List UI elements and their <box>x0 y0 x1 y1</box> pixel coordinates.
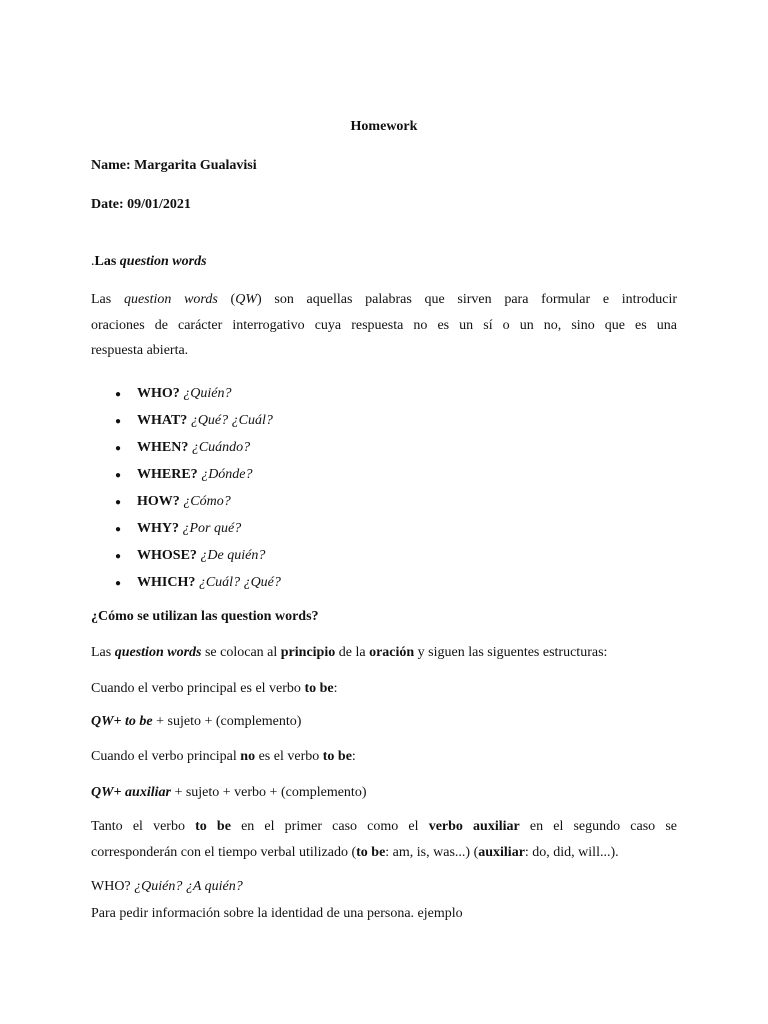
bullet: ● <box>115 470 122 481</box>
usage-text: se colocan al <box>201 645 281 660</box>
both-emphasis: to be <box>356 845 386 860</box>
both-emphasis: verbo auxiliar <box>428 819 520 834</box>
both-text: : do, did, will...). <box>524 845 619 860</box>
qw-word: WHY? <box>137 521 179 536</box>
both-text: Tanto el verbo <box>91 819 196 834</box>
list-item <box>115 548 266 565</box>
bullet: ● <box>115 524 122 535</box>
heading-las: Las <box>94 254 120 269</box>
homework-date: Date: 09/01/2021 <box>91 197 191 212</box>
formula-term: to be <box>125 714 153 729</box>
usage-text: y siguen las siguentes estructuras: <box>414 645 608 660</box>
both-text: en el segundo caso se <box>519 819 677 834</box>
heading-dot: . <box>91 254 95 269</box>
formula-plus: + <box>113 714 126 729</box>
who-heading <box>91 879 677 896</box>
both-text: corresponderán con el tiempo verbal utilizado ( <box>91 845 357 860</box>
bullet: ● <box>115 497 122 508</box>
usage-heading: ¿Cómo se utilizan las question words? <box>91 609 319 624</box>
qw-word: WHICH? <box>137 575 196 590</box>
list-item <box>115 521 242 538</box>
list-item <box>115 467 253 484</box>
document-title: Homework <box>350 119 418 134</box>
usage-text: Las <box>91 645 115 660</box>
qw-word: WHAT? <box>137 413 188 428</box>
bullet: ● <box>115 443 122 454</box>
both-emphasis: auxiliar <box>478 845 525 860</box>
intro-abbrev: QW <box>235 292 257 307</box>
qw-translation: ¿Por qué? <box>182 521 242 536</box>
both-line-2 <box>91 845 677 862</box>
case-text: Cuando el verbo principal <box>91 749 241 764</box>
qw-translation: ¿Cómo? <box>183 494 231 509</box>
formula-qw: QW <box>91 714 114 729</box>
list-item <box>115 413 273 430</box>
intro-term: question words <box>123 292 218 307</box>
formula-text: + sujeto + verbo + (complemento) <box>170 785 367 800</box>
case-emphasis: no <box>240 749 256 764</box>
list-item <box>115 386 232 403</box>
formula-qw: QW <box>91 785 114 800</box>
formula-to-be <box>91 714 677 731</box>
intro-text: ) son aquellas palabras que sirven para formular e introducir <box>256 292 677 307</box>
bullet: ● <box>115 416 122 427</box>
qw-word: WHERE? <box>137 467 198 482</box>
case-text: es el verbo <box>255 749 323 764</box>
case-to-be <box>91 681 677 698</box>
usage-text: de la <box>335 645 370 660</box>
formula-plus: + <box>113 785 126 800</box>
qw-translation: ¿Dónde? <box>201 467 253 482</box>
usage-emphasis: principio <box>280 645 336 660</box>
case-emphasis: to be <box>322 749 352 764</box>
qw-translation: ¿De quién? <box>200 548 266 563</box>
student-name: Name: Margarita Gualavisi <box>91 158 257 173</box>
bullet: ● <box>115 578 122 589</box>
heading-question-words: question words <box>119 254 207 269</box>
bullet: ● <box>115 389 122 400</box>
intro-line-3: respuesta abierta. <box>91 343 189 358</box>
qw-word: WHOSE? <box>137 548 197 563</box>
qw-translation: ¿Qué? ¿Cuál? <box>190 413 273 428</box>
case-text: : <box>351 749 356 764</box>
qw-word: WHO? <box>137 386 180 401</box>
both-text: : am, is, was...) ( <box>385 845 479 860</box>
qw-translation: ¿Quién? <box>183 386 232 401</box>
intro-line-1 <box>91 292 677 309</box>
case-text: : <box>333 681 338 696</box>
both-emphasis: to be <box>195 819 231 834</box>
list-item <box>115 494 231 511</box>
formula-term: auxiliar <box>125 785 171 800</box>
qw-translation: ¿Cuándo? <box>191 440 251 455</box>
qw-translation: ¿Cuál? ¿Qué? <box>198 575 281 590</box>
list-item <box>115 575 281 592</box>
both-text: en el primer caso como el <box>230 819 429 834</box>
intro-line-2: oraciones de carácter interrogativo cuya respuesta no es un sí o un no, sino que es una <box>91 318 677 333</box>
usage-emphasis: oración <box>369 645 415 660</box>
usage-term: question words <box>114 645 202 660</box>
bullet: ● <box>115 551 122 562</box>
usage-sentence <box>91 645 677 662</box>
formula-text: + sujeto + (complemento) <box>152 714 302 729</box>
intro-text: Las <box>91 292 124 307</box>
list-item <box>115 440 251 457</box>
case-text: Cuando el verbo principal es el verbo <box>91 681 305 696</box>
intro-text: ( <box>217 292 236 307</box>
who-translation: ¿Quién? ¿A quién? <box>134 879 243 894</box>
who-description: Para pedir información sobre la identidad de una persona. ejemplo <box>91 906 463 921</box>
both-line-1 <box>91 819 677 836</box>
qw-word: WHEN? <box>137 440 189 455</box>
formula-auxiliar <box>91 785 677 802</box>
qw-word: HOW? <box>137 494 180 509</box>
section-heading <box>91 254 677 271</box>
who-word: WHO? <box>91 879 135 894</box>
case-not-to-be <box>91 749 677 766</box>
case-emphasis: to be <box>304 681 334 696</box>
